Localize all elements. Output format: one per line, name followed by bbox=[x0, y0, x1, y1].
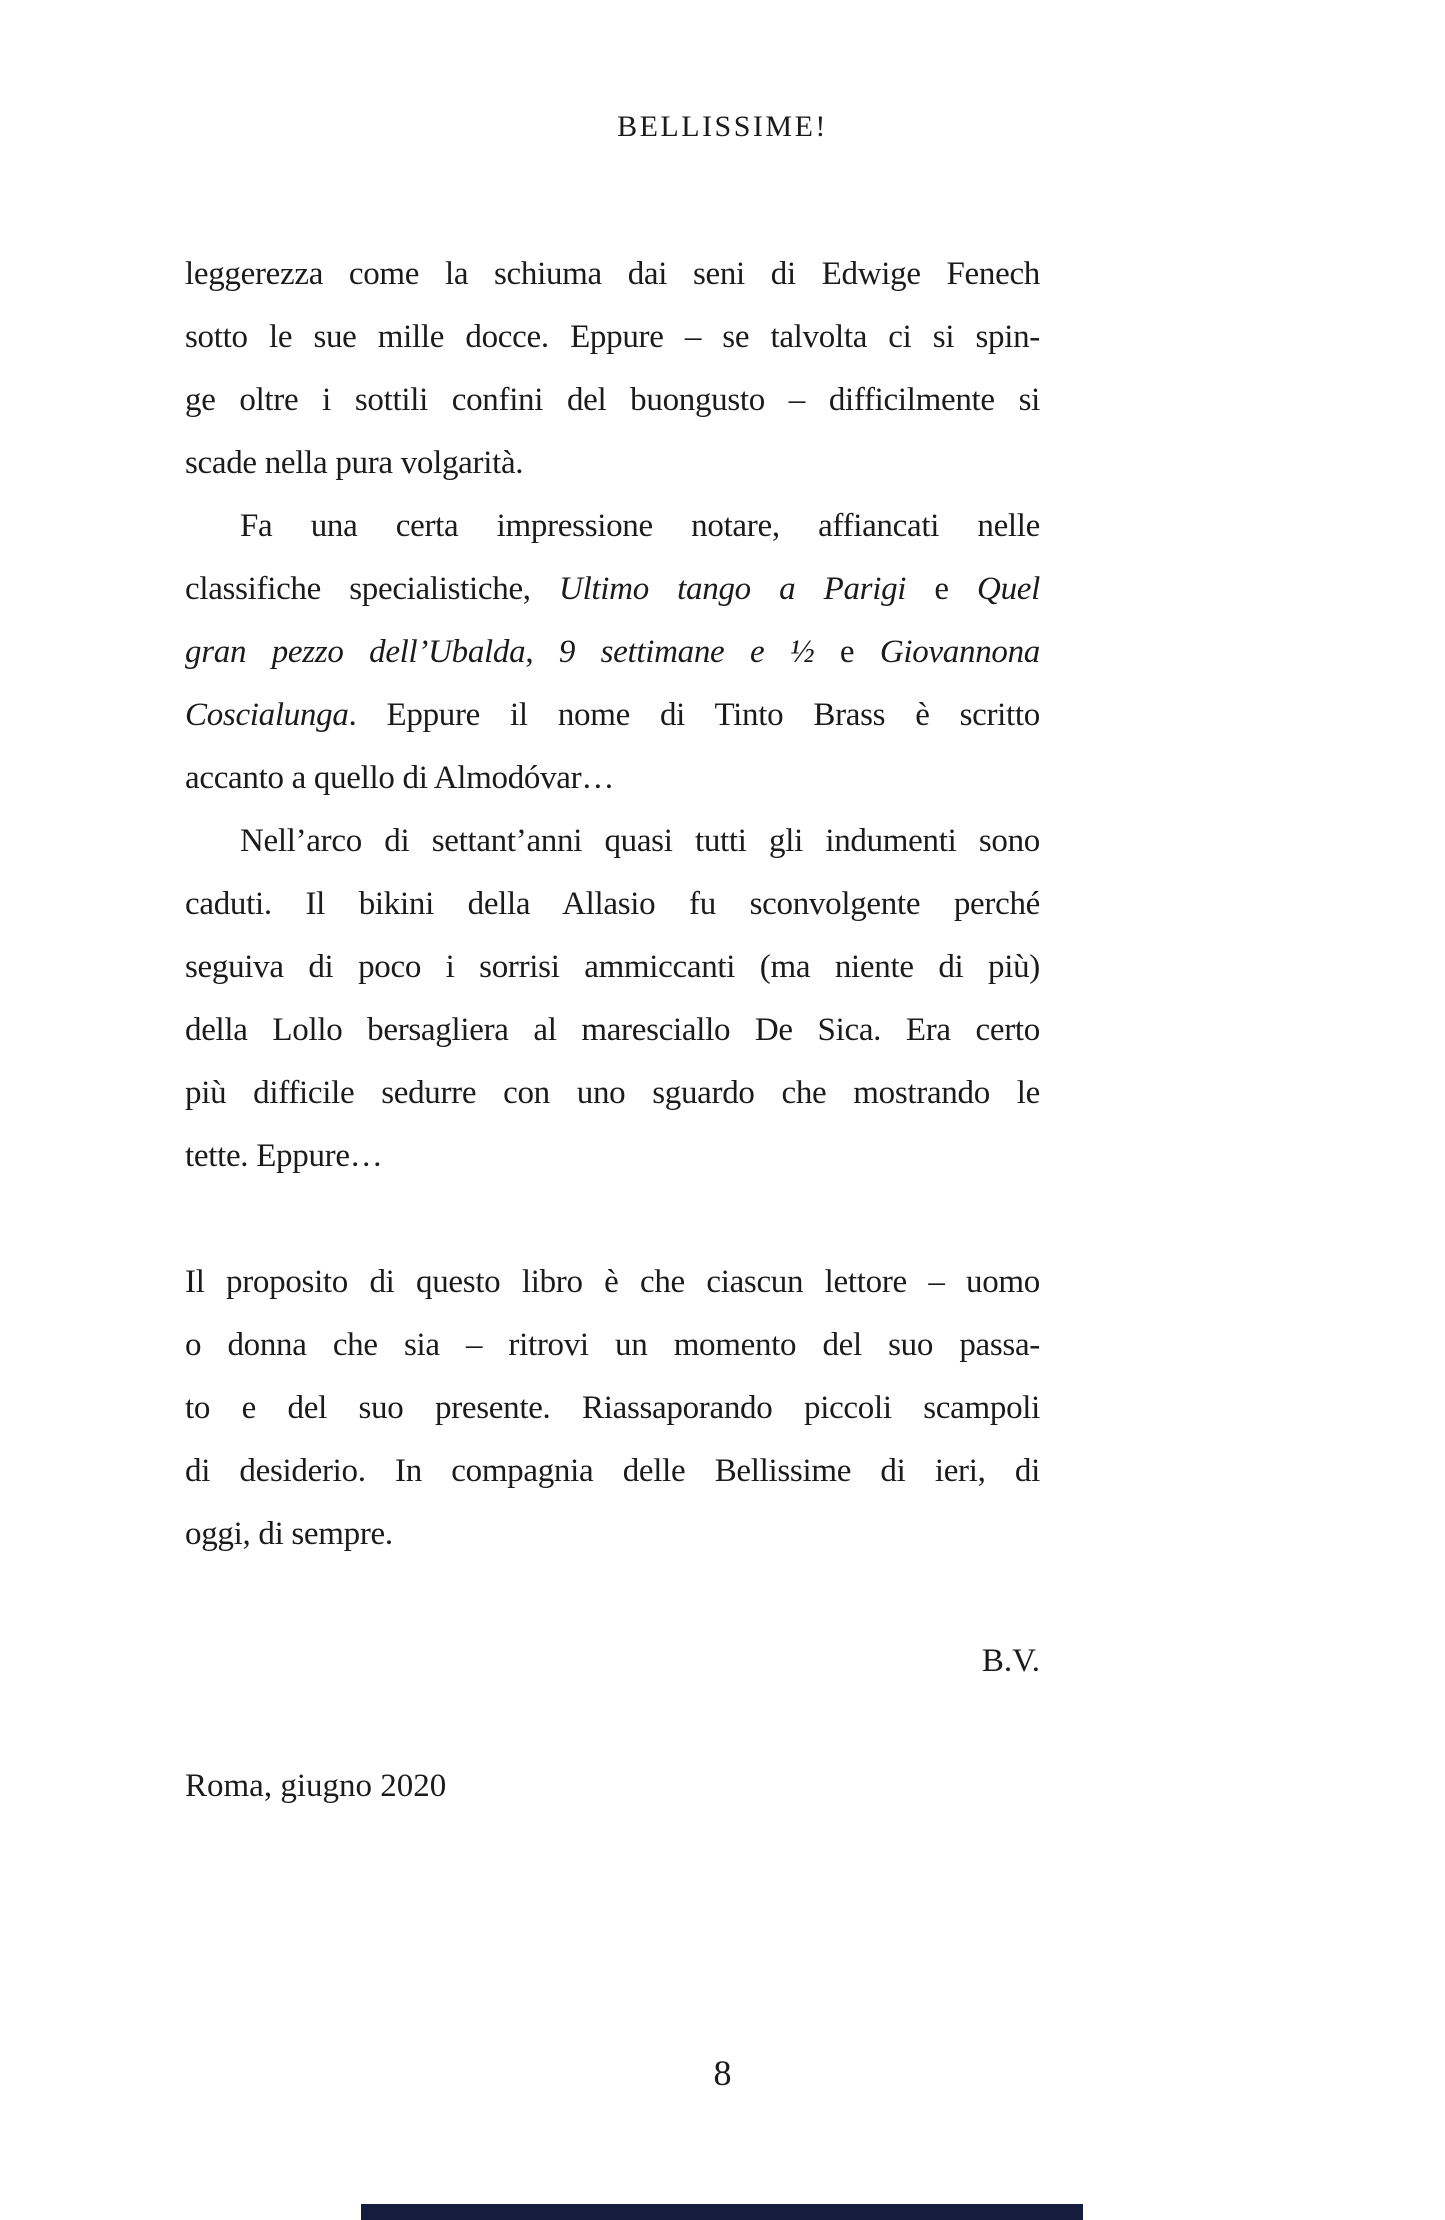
italic-text-segment: Giovannona bbox=[879, 634, 1040, 670]
text-line bbox=[185, 495, 1040, 558]
text-line bbox=[185, 306, 1040, 369]
text-line bbox=[185, 1062, 1040, 1125]
italic-text-segment: Quel bbox=[977, 571, 1040, 607]
text-line bbox=[185, 873, 1040, 936]
italic-text-segment: gran pezzo dell’Ubalda bbox=[185, 634, 526, 670]
text-line bbox=[185, 1125, 1040, 1188]
text-line bbox=[185, 369, 1040, 432]
text-line bbox=[185, 558, 1040, 621]
text-segment: e bbox=[814, 634, 880, 670]
text-line bbox=[185, 1440, 1040, 1503]
text-segment: leggerezza come la schiuma dai seni di Edwige Fenech bbox=[185, 256, 1040, 292]
text-line bbox=[185, 936, 1040, 999]
page-number: 8 bbox=[713, 2053, 732, 2093]
text-segment: , bbox=[525, 634, 559, 670]
blank-line bbox=[185, 1188, 1040, 1251]
text-segment: caduti. Il bikini della Allasio fu sconvolgente perché bbox=[185, 886, 1040, 922]
text-segment: . Eppure il nome di Tinto Brass è scritto bbox=[348, 697, 1040, 733]
author-initials: B.V. bbox=[981, 1643, 1040, 1679]
text-segment: o donna che sia – ritrovi un momento del suo passa- bbox=[185, 1327, 1040, 1363]
running-header: BELLISSIME! bbox=[617, 110, 828, 143]
home-indicator-bar[interactable] bbox=[361, 2204, 1083, 2220]
text-line bbox=[185, 999, 1040, 1062]
text-line bbox=[185, 621, 1040, 684]
text-line bbox=[185, 1377, 1040, 1440]
text-segment: seguiva di poco i sorrisi ammiccanti (ma niente di più) bbox=[185, 949, 1040, 985]
text-column bbox=[185, 243, 1040, 1566]
text-line bbox=[185, 243, 1040, 306]
text-line bbox=[185, 1503, 1040, 1566]
text-line bbox=[185, 747, 1040, 810]
text-segment: di desiderio. In compagnia delle Bellissime di ieri, di bbox=[185, 1453, 1040, 1489]
italic-text-segment: Ultimo tango a Parigi bbox=[559, 571, 907, 607]
text-line bbox=[185, 1314, 1040, 1377]
text-segment: più difficile sedurre con uno sguardo che mostrando le bbox=[185, 1075, 1040, 1111]
text-segment: classifiche specialistiche, bbox=[185, 571, 560, 607]
text-line bbox=[185, 684, 1040, 747]
text-line bbox=[185, 810, 1040, 873]
text-segment: sotto le sue mille docce. Eppure – se talvolta ci si spin- bbox=[185, 319, 1040, 355]
text-segment: ge oltre i sottili confini del buongusto – difficilmente si bbox=[185, 382, 1040, 418]
text-segment: Nell’arco di settant’anni quasi tutti gli indumenti sono bbox=[240, 823, 1040, 859]
dateline: Roma, giugno 2020 bbox=[185, 1768, 447, 1804]
italic-text-segment: 9 settimane e ½ bbox=[558, 634, 815, 670]
italic-text-segment: Coscialunga bbox=[185, 697, 349, 733]
text-segment: della Lollo bersagliera al maresciallo De Sica. Era certo bbox=[185, 1012, 1040, 1048]
text-segment: e bbox=[906, 571, 978, 607]
text-segment: oggi, di sempre. bbox=[185, 1516, 393, 1552]
text-segment: scade nella pura volgarità. bbox=[185, 445, 524, 481]
text-line bbox=[185, 1251, 1040, 1314]
text-line bbox=[185, 432, 1040, 495]
text-segment: accanto a quello di Almodóvar… bbox=[185, 760, 615, 796]
text-segment: to e del suo presente. Riassaporando piccoli scampoli bbox=[185, 1390, 1040, 1426]
text-segment: Il proposito di questo libro è che ciascun lettore – uomo bbox=[185, 1264, 1040, 1300]
text-segment: tette. Eppure… bbox=[185, 1138, 383, 1174]
text-segment: Fa una certa impressione notare, affiancati nelle bbox=[240, 508, 1040, 544]
